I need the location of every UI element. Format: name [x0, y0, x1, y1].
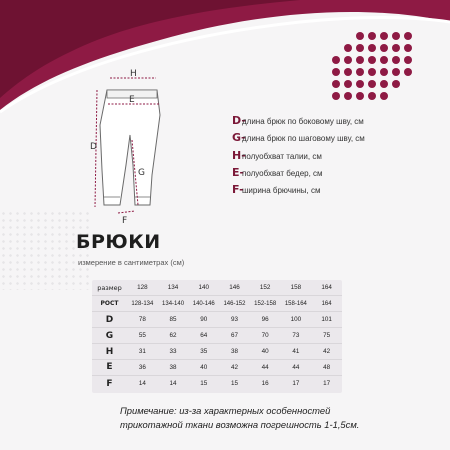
legend-item [232, 131, 442, 148]
legend-letter: F- [232, 183, 244, 197]
row-label: F [106, 378, 113, 389]
legend-text: полуобхват бедер, см [242, 168, 323, 178]
decorative-dot [368, 92, 376, 100]
decorative-dot [344, 92, 352, 100]
table-cell: 158-164 [281, 296, 312, 312]
table-cell: 64 [188, 328, 219, 344]
header-cell: 146 [219, 280, 250, 296]
label-g: G [138, 168, 145, 178]
decorative-dot [344, 56, 352, 64]
decorative-dot [404, 32, 412, 40]
row-label: H [92, 344, 127, 360]
table-cell: 73 [281, 328, 312, 344]
table-cell: 134-140 [158, 296, 189, 312]
table-cell: 31 [127, 344, 158, 360]
note [120, 404, 420, 432]
decorative-dot [392, 44, 400, 52]
decorative-dot [356, 32, 364, 40]
decorative-dot [356, 44, 364, 52]
table-row [92, 359, 342, 375]
row-label: G [92, 328, 127, 344]
table-row [92, 312, 342, 328]
table-cell: 67 [219, 328, 250, 344]
table-cell: 93 [219, 312, 250, 328]
decorative-dot [368, 56, 376, 64]
table-cell: 152-158 [250, 296, 281, 312]
header-cell: 134 [158, 280, 189, 296]
table-cell: 101 [311, 312, 342, 328]
table-cell: 55 [127, 328, 158, 344]
table-cell: 146-152 [219, 296, 250, 312]
page-subtitle: измерение в сантиметрах (см) [78, 258, 185, 267]
table-cell: 33 [158, 344, 189, 360]
decorative-dot [344, 44, 352, 52]
header-cell: 140 [188, 280, 219, 296]
legend-text: длина брюк по боковому шву, см [242, 117, 364, 126]
table-cell: 38 [219, 344, 250, 360]
table-row [92, 328, 342, 344]
decorative-dot [392, 80, 400, 88]
decorative-dot [404, 68, 412, 76]
legend-letter: H- [232, 148, 246, 162]
decorative-dot [356, 80, 364, 88]
page-title: БРЮКИ [76, 231, 161, 253]
legend-item [232, 166, 442, 183]
table-cell: 36 [127, 359, 158, 375]
decorative-dot [356, 56, 364, 64]
note-line-1: Примечание: из-за характерных особенностей [120, 405, 331, 416]
decorative-dot [332, 92, 340, 100]
decorative-dot [380, 68, 388, 76]
decorative-dot [392, 68, 400, 76]
header-cell: 128 [127, 280, 158, 296]
decorative-dot [332, 56, 340, 64]
note-line-2: трикотажной ткани возможна погрешность 1-1,5см. [120, 419, 360, 430]
size-table [92, 280, 342, 393]
table-cell: 40 [250, 344, 281, 360]
measurement-legend [232, 114, 442, 200]
decorative-dot [344, 80, 352, 88]
decorative-dot [332, 68, 340, 76]
table-cell: 41 [281, 344, 312, 360]
header-cell: 164 [311, 280, 342, 296]
header-cell: 152 [250, 280, 281, 296]
decorative-dot [344, 68, 352, 76]
decorative-dot [368, 44, 376, 52]
legend-letter: D- [232, 114, 246, 127]
decorative-dot [380, 92, 388, 100]
table-cell: 62 [158, 328, 189, 344]
table-cell: 164 [311, 296, 342, 312]
legend-item [232, 114, 442, 131]
row-label: E [92, 359, 127, 375]
decorative-dot [368, 32, 376, 40]
header-cell: размер [92, 280, 127, 296]
decorative-dot [356, 68, 364, 76]
legend-item [232, 149, 442, 166]
legend-item [232, 183, 442, 200]
decorative-dot [368, 68, 376, 76]
table-cell: 14 [169, 380, 177, 388]
decorative-dot [380, 44, 388, 52]
table-cell: 42 [311, 344, 342, 360]
table-cell: 100 [281, 312, 312, 328]
label-f: F [122, 216, 128, 226]
row-label: D [92, 312, 127, 328]
label-e: E [129, 95, 135, 105]
header-cell: 158 [281, 280, 312, 296]
table-cell: 78 [127, 312, 158, 328]
decorative-dot [392, 32, 400, 40]
legend-text: полуобхват талии, см [242, 151, 322, 161]
legend-text: ширина брючины, см [242, 186, 321, 196]
table-cell: 38 [158, 359, 189, 375]
legend-text: длина брюк по шаговому шву, см [242, 134, 365, 144]
table-cell: 44 [250, 359, 281, 375]
decorative-dot [368, 80, 376, 88]
table-cell: 42 [219, 359, 250, 375]
decorative-dot [380, 56, 388, 64]
decorative-dot [380, 32, 388, 40]
table-cell: 15 [200, 380, 208, 388]
table-cell: 35 [188, 344, 219, 360]
legend-letter: G- [232, 131, 246, 145]
table-row [92, 344, 342, 360]
decorative-dot [392, 56, 400, 64]
table-cell: 140-146 [188, 296, 219, 312]
table-cell: 96 [250, 312, 281, 328]
pants-diagram [80, 65, 220, 230]
table-cell: 16 [261, 380, 269, 388]
table-row [92, 296, 342, 312]
legend-letter: E- [232, 165, 245, 179]
table-cell: 75 [311, 328, 342, 344]
row-label: РОСТ [92, 296, 127, 312]
decorative-dot-grid [332, 32, 422, 104]
decorative-dot [404, 44, 412, 52]
table-cell: 128-134 [127, 296, 158, 312]
decorative-dot [380, 80, 388, 88]
table-cell: 70 [250, 328, 281, 344]
table-cell: 85 [158, 312, 189, 328]
label-h: H [130, 69, 137, 79]
table-cell: 48 [311, 359, 342, 375]
decorative-dot [332, 80, 340, 88]
table-cell: 15 [230, 380, 238, 388]
table-cell: 90 [188, 312, 219, 328]
decorative-dot [404, 56, 412, 64]
table-cell: 44 [281, 359, 312, 375]
table-cell: 14 [138, 380, 146, 388]
decorative-dot [356, 92, 364, 100]
table-header-row [92, 280, 342, 296]
table-row [92, 375, 342, 391]
label-d: D [90, 142, 97, 152]
table-cell: 17 [323, 380, 331, 388]
table-cell: 17 [292, 380, 300, 388]
table-cell: 40 [188, 359, 219, 375]
